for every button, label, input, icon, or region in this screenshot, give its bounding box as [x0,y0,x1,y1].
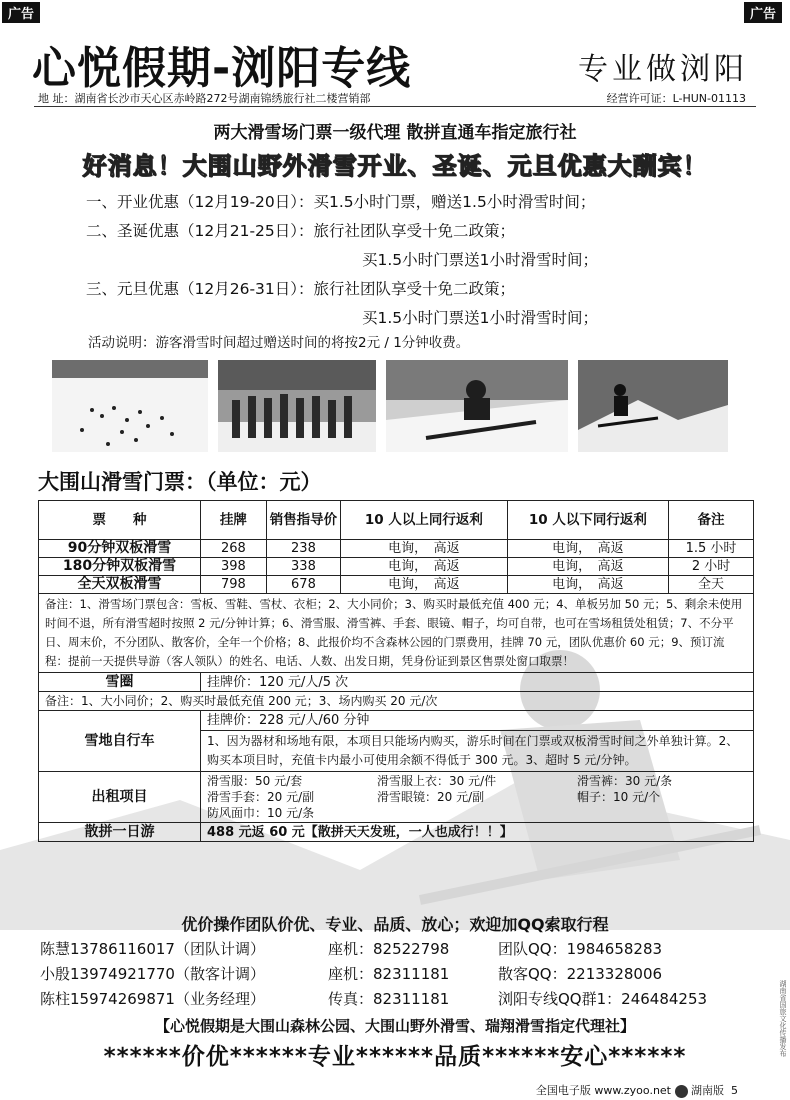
table-cell: 180分钟双板滑雪 [39,558,201,576]
contact-qq: 散客QQ：2213328006 [498,965,663,983]
rental-item: 滑雪服：50 元/套 [207,774,303,788]
table-cell: 398 [201,558,267,576]
license: 经营许可证：L-HUN-01113 [606,92,746,105]
table-header: 10 人以下同行返利 [507,501,668,540]
day-tour-desc: 488 元返 60 元【散拼天天发班，一人也成行！！】 [201,823,754,842]
table-header-row [39,501,754,540]
rental-items [201,772,754,823]
table-cell: 1.5 小时 [669,540,754,558]
table-remark-row [39,594,754,673]
table-cell: 238 [266,540,340,558]
snow-ring-row [39,673,754,692]
stars-slogan: ******价优******专业******品质******安心****** [103,1044,687,1070]
good-news-banner: 好消息！大围山野外滑雪开业、圣诞、元旦优惠大酬宾！ [82,152,708,180]
promo-line: 三、元旦优惠（12月26-31日）：旅行社团队享受十免二政策； [86,280,516,298]
activity-note: 活动说明：游客滑雪时间超过赠送时间的将按2元 / 1分钟收费。 [88,335,470,351]
table-row [39,540,754,558]
rental-item: 滑雪裤：30 元/条 [577,774,673,788]
table-header: 备注 [669,501,754,540]
promo-line: 一、开业优惠（12月19-20日）：买1.5小时门票，赠送1.5小时滑雪时间； [86,193,596,211]
rental-label: 出租项目 [39,772,201,823]
table-cell: 798 [201,576,267,594]
snow-ring-remark: 备注：1、大小同价；2、购买时最低充值 200 元；3、场内购买 20 元/次 [39,692,754,711]
table-header: 票 种 [39,501,201,540]
slogan: 专业做浏阳 [578,52,748,87]
contact-fax: 传真：82311181 [328,990,450,1008]
rental-item: 帽子：10 元/个 [577,790,661,804]
snow-ring-price: 挂牌价：120 元/人/5 次 [201,673,754,692]
table-cell: 电询， 高返 [341,576,508,594]
rental-item: 防风面巾：10 元/条 [207,806,315,820]
table-header: 挂牌 [201,501,267,540]
snow-bike-desc: 1、因为器材和场地有限，本项目只能场内购买，游乐时间在门票或双板滑雪时间之外单独计算。2、购买本项目时，充值卡内最小可使用余额不得低于 300 元。3、超时 5 元/分钟。 [201,731,754,772]
rental-row [39,772,754,823]
contact-heading: 优价操作团队价优、专业、品质、放心；欢迎加QQ索取行程 [181,915,609,934]
rental-item: 滑雪手套：20 元/副 [207,790,315,804]
header-divider [34,106,756,107]
skier-photo [578,360,728,452]
table-cell: 268 [201,540,267,558]
day-tour-row [39,823,754,842]
table-header: 销售指导价 [266,501,340,540]
contact-qq-group: 浏阳专线QQ群1：246484253 [498,990,708,1008]
agent-line: 两大滑雪场门票一级代理 散拼直通车指定旅行社 [213,123,577,143]
snow-bike-photo [386,360,568,452]
snow-bike-price: 挂牌价：228 元/人/60 分钟 [201,711,754,731]
section-title: 大围山滑雪门票：（单位：元） [38,470,322,494]
footer-site: 全国电子版 www.zyoo.net [535,1084,671,1097]
promo-line: 买1.5小时门票送1小时滑雪时间； [362,309,599,327]
table-cell: 678 [266,576,340,594]
agency-line: 【心悦假期是大围山森林公园、大围山野外滑雪、瑞翔滑雪指定代理社】 [154,1017,635,1035]
contact-person: 陈慧13786116017（团队计调） [40,940,265,958]
table-cell: 电询， 高返 [507,576,668,594]
page-footer [536,1082,738,1098]
ski-group-photo [218,360,376,452]
contact-person: 陈柱15974269871（业务经理） [40,990,265,1008]
table-cell: 电询， 高返 [507,540,668,558]
table-cell: 338 [266,558,340,576]
rental-item: 滑雪眼镜：20 元/副 [377,790,485,804]
table-cell: 全天双板滑雪 [39,576,201,594]
contact-qq: 团队QQ：1984658283 [498,940,663,958]
snow-bike-row [39,711,754,731]
table-cell: 电询， 高返 [341,540,508,558]
contact-row [40,963,662,984]
footer-logo-icon [675,1085,688,1098]
snow-bike-label: 雪地自行车 [39,711,201,772]
day-tour-label: 散拼一日游 [39,823,201,842]
ski-slope-photo [52,360,208,452]
table-cell: 电询， 高返 [507,558,668,576]
promo-line: 买1.5小时门票送1小时滑雪时间； [362,251,599,269]
contact-phone: 座机：82522798 [328,940,450,958]
table-row [39,558,754,576]
ticket-remark: 备注：1、滑雪场门票包含：雪板、雪鞋、雪杖、衣柜；2、大小同价；3、购买时最低充值 400 元；4、单板另加 50 元；5、剩余未使用时间不退，所有滑雪超时按照 2 元/分钟计算；6、滑雪服、滑雪裤、手套、眼镜、帽子，均可自带，也可在雪场租赁处租赁；7、不分平日、周末价，不分团队、散客价，全年一个价格；8、此报价均不含森林公园的门票费用，挂牌 70 元，团队优惠价 60 元；9、预订流程：提前一天提供导游（客人领队）的姓名、电话、人数、出发日期，凭身份证到景区售票处窗口取票！ [39,594,754,673]
contact-person: 小殷13974921770（散客计调） [40,965,265,983]
table-cell: 90分钟双板滑雪 [39,540,201,558]
footer-edition: 湖南版 [691,1084,724,1097]
contact-row [40,938,662,959]
table-cell: 全天 [669,576,754,594]
table-row [39,576,754,594]
table-header: 10 人以上同行返利 [341,501,508,540]
contact-row [40,988,707,1009]
ad-tag-left: 广告 [2,2,40,23]
page-title: 心悦假期-浏阳专线 [32,43,412,94]
promo-line: 二、圣诞优惠（12月21-25日）：旅行社团队享受十免二政策； [86,222,516,240]
address: 地 址：湖南省长沙市天心区赤岭路272号湖南锦绣旅行社二楼营销部 [38,92,371,105]
side-text: 湖南省国旅文化传播发布 [779,980,787,1057]
table-cell: 电询， 高返 [341,558,508,576]
ticket-table [38,500,754,842]
page-number: 5 [731,1084,738,1097]
snow-ring-remark-row [39,692,754,711]
table-cell: 2 小时 [669,558,754,576]
contact-phone: 座机：82311181 [328,965,450,983]
rental-item: 滑雪服上衣：30 元/件 [377,774,497,788]
ad-tag-right: 广告 [744,2,782,23]
snow-ring-label: 雪圈 [39,673,201,692]
